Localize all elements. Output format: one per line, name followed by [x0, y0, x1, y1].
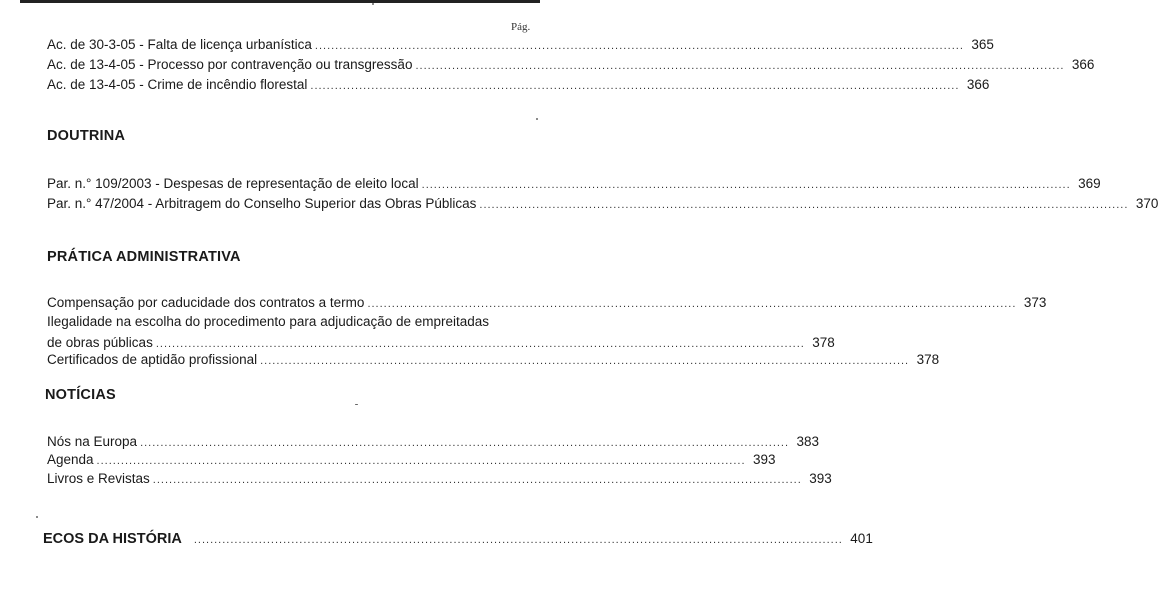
dot-leader: ................................................................................................................................................................	[193, 534, 843, 546]
toc-entry[interactable]	[43, 530, 873, 549]
entry-title-line1: Ilegalidade na escolha do procedimento para adjudicação de empreitadas	[47, 314, 490, 329]
entry-page: 401	[850, 531, 873, 546]
entry-title: Ac. de 13-4-05 - Processo por contravenção ou transgressão	[47, 57, 413, 72]
toc-entry[interactable]	[47, 451, 776, 470]
dot-leader: ................................................................................................................................................................	[155, 338, 805, 350]
entry-title: Ac. de 30-3-05 - Falta de licença urbanística	[47, 37, 312, 52]
entry-title: Nós na Europa	[47, 434, 138, 449]
scan-speck	[355, 404, 358, 405]
dot-leader: ................................................................................................................................................................	[260, 355, 910, 367]
page-column-label: Pág.	[511, 21, 531, 33]
scan-speck	[36, 516, 38, 518]
dot-leader: ................................................................................................................................................................	[310, 80, 960, 92]
scan-speck	[536, 118, 538, 120]
toc-entry[interactable]	[47, 470, 832, 489]
dot-leader: ................................................................................................................................................................	[367, 298, 1017, 310]
entry-page: 369	[1078, 176, 1101, 191]
entry-title: Ac. de 13-4-05 - Crime de incêndio florestal	[47, 77, 308, 92]
dot-leader: ................................................................................................................................................................	[415, 60, 1065, 72]
entry-title: Agenda	[47, 452, 94, 467]
entry-title-line2: de obras públicas	[47, 335, 153, 350]
toc-entry[interactable]	[47, 195, 1158, 214]
entry-page: 393	[809, 471, 832, 486]
top-rule	[20, 0, 540, 3]
entry-title: Par. n.° 47/2004 - Arbitragem do Conselho Superior das Obras Públicas	[47, 196, 477, 211]
dot-leader: ................................................................................................................................................................	[421, 179, 1071, 191]
dot-leader: ................................................................................................................................................................	[96, 455, 746, 467]
entry-page: 378	[812, 335, 835, 350]
entry-page: 393	[753, 452, 776, 467]
toc-entry[interactable]	[47, 56, 1095, 75]
toc-entry[interactable]	[47, 76, 990, 95]
section-heading-doutrina: DOUTRINA	[47, 128, 126, 144]
entry-page: 370	[1135, 196, 1158, 211]
entry-page: 366	[966, 77, 990, 92]
entry-title: Livros e Revistas	[47, 471, 150, 486]
entry-page: 378	[916, 352, 940, 367]
section-heading-pratica: PRÁTICA ADMINISTRATIVA	[47, 249, 241, 265]
toc-entry[interactable]	[47, 36, 994, 55]
dot-leader: ................................................................................................................................................................	[479, 199, 1129, 211]
entry-title: Certificados de aptidão profissional	[47, 352, 258, 367]
dot-leader: ................................................................................................................................................................	[152, 474, 802, 486]
entry-page: 383	[796, 434, 820, 449]
entry-title: Compensação por caducidade dos contratos a termo	[47, 295, 365, 310]
toc-entry[interactable]	[47, 294, 1047, 313]
toc-entry[interactable]	[47, 175, 1101, 194]
entry-page: 366	[1071, 57, 1095, 72]
scan-speck	[372, 3, 374, 5]
section-heading-noticias: NOTÍCIAS	[45, 387, 116, 403]
entry-page: 373	[1023, 295, 1047, 310]
dot-leader: ................................................................................................................................................................	[140, 437, 790, 449]
toc-entry[interactable]	[47, 313, 835, 353]
toc-entry[interactable]	[47, 351, 940, 370]
section-heading-ecos: ECOS DA HISTÓRIA	[43, 531, 182, 547]
dot-leader: ................................................................................................................................................................	[314, 40, 964, 52]
entry-page: 365	[971, 37, 994, 52]
toc-entry[interactable]	[47, 433, 820, 452]
entry-title: Par. n.° 109/2003 - Despesas de representação de eleito local	[47, 176, 419, 191]
